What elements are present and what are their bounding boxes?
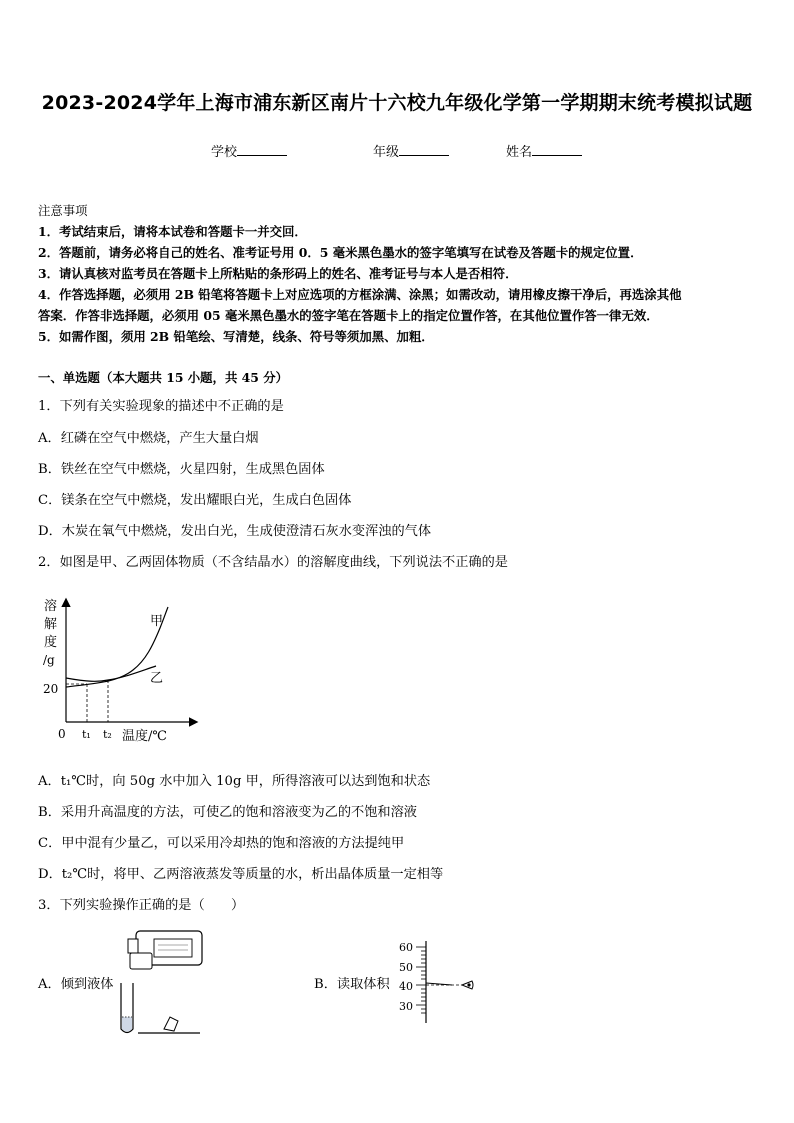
y-tick-20: 20 (43, 682, 59, 696)
notice-item-1: 1．考试结束后，请将本试卷和答题卡一并交回． (38, 224, 307, 239)
q1-option-a: A．红磷在空气中燃烧，产生大量白烟 (38, 431, 259, 446)
x-axis-label: 温度/℃ (122, 729, 167, 744)
school-label: 学校 (211, 145, 238, 160)
cyl-tick-60: 60 (399, 941, 413, 954)
name-label: 姓名 (506, 145, 533, 160)
notice-item-4-cont: 答案．作答非选择题，必须用 05 毫米黑色墨水的签字笔在答题卡上的指定位置作答，在其他位置作答一律无效． (38, 308, 659, 323)
q3-stem: 3．下列实验操作正确的是（ ） (38, 898, 245, 913)
name-field (506, 141, 582, 160)
stopper (164, 1017, 178, 1031)
q3-option-b: B．读取体积 (314, 977, 390, 992)
q1-option-d: D．木炭在氧气中燃烧，发出白光，生成使澄清石灰水变浑浊的气体 (38, 524, 432, 539)
notice-item-4: 4．作答选择题，必须用 2B 铅笔将答题卡上对应选项的方框涂满、涂黑；如需改动，请用橡皮擦干净后，再选涂其他 (38, 287, 682, 302)
q1-option-b: B．铁丝在空气中燃烧，火星四射，生成黑色固体 (38, 462, 325, 477)
label-yi: 乙 (150, 671, 164, 686)
grade-blank (399, 143, 449, 156)
q1-stem: 1．下列有关实验现象的描述中不正确的是 (38, 399, 284, 414)
test-tube-liquid (122, 1017, 132, 1032)
curve-yi (66, 666, 156, 681)
q2-option-b: B．采用升高温度的方法，可使乙的饱和溶液变为乙的不饱和溶液 (38, 805, 417, 820)
origin-label: 0 (58, 727, 66, 741)
notice-heading: 注意事项 (38, 203, 88, 218)
label-jia: 甲 (150, 614, 164, 629)
q3-option-a: A．倾到液体 (38, 977, 114, 992)
graduated-cylinder-illustration (394, 935, 484, 1025)
pouring-liquid-illustration (118, 925, 208, 1037)
solubility-graph (38, 590, 218, 750)
grade-field (373, 141, 449, 160)
section-heading: 一、单选题（本大题共 15 小题，共 45 分） (38, 370, 288, 385)
grade-label: 年级 (373, 145, 400, 160)
q2-option-d: D．t₂℃时，将甲、乙两溶液蒸发等质量的水，析出晶体质量一定相等 (38, 867, 444, 882)
q2-option-a: A．t₁℃时，向 50g 水中加入 10g 甲，所得溶液可以达到饱和状态 (38, 774, 431, 789)
notice-item-3: 3．请认真核对监考员在答题卡上所粘贴的条形码上的姓名、准考证号与本人是否相符． (38, 266, 518, 281)
notice-item-2: 2．答题前，请务必将自己的姓名、准考证号用 0．5 毫米黑色墨水的签字笔填写在试卷及答题卡的规定位置． (38, 245, 643, 260)
name-blank (532, 143, 582, 156)
bottle-neck (128, 939, 138, 953)
bottle-label (154, 939, 192, 957)
q2-option-c: C．甲中混有少量乙，可以采用冷却热的饱和溶液的方法提纯甲 (38, 836, 405, 851)
cylinder-ticks (416, 947, 426, 1013)
cyl-tick-40: 40 (399, 980, 413, 993)
ylabel-2: 解 (44, 617, 58, 632)
ylabel-4: /g (43, 653, 55, 667)
bottle-mouth (130, 953, 152, 969)
t1-label: t₁ (82, 728, 91, 741)
ylabel-3: 度 (44, 635, 58, 650)
cyl-tick-50: 50 (399, 961, 413, 974)
school-blank (237, 143, 287, 156)
school-field (211, 141, 287, 160)
notice-item-5: 5．如需作图，须用 2B 铅笔绘、写清楚，线条、符号等须加黑、加粗． (38, 329, 434, 344)
page-title: 2023-2024学年上海市浦东新区南片十六校九年级化学第一学期期末统考模拟试题 (41, 92, 753, 114)
t2-label: t₂ (103, 728, 112, 741)
q1-option-c: C．镁条在空气中燃烧，发出耀眼白光，生成白色固体 (38, 493, 352, 508)
cyl-tick-30: 30 (399, 1000, 413, 1013)
q2-stem: 2．如图是甲、乙两固体物质（不含结晶水）的溶解度曲线，下列说法不正确的是 (38, 555, 508, 570)
ylabel-1: 溶 (44, 599, 58, 614)
